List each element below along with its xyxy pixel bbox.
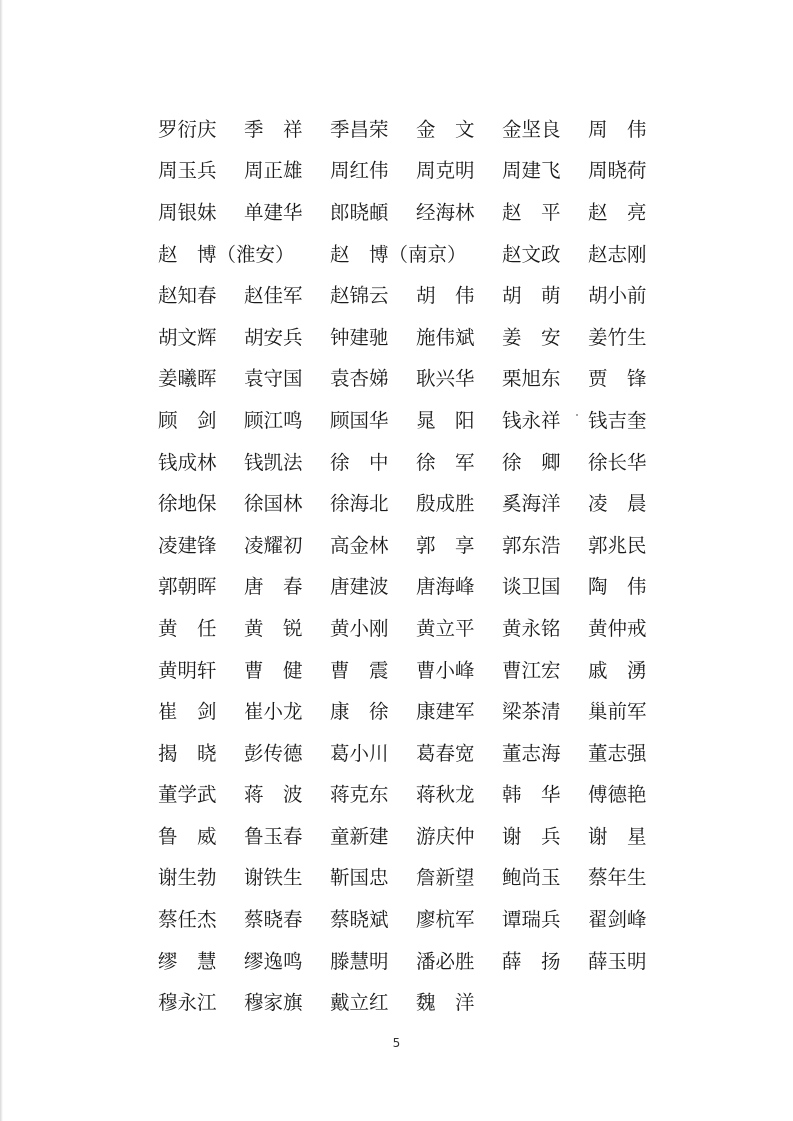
name-entry: 靳国忠 bbox=[330, 866, 389, 890]
name-entry: 黄立平 bbox=[416, 616, 475, 640]
name-entry: 罗衍庆 bbox=[158, 117, 217, 141]
name-entry: 蔡年生 bbox=[588, 866, 647, 890]
name-list bbox=[158, 107, 658, 1022]
name-entry: 曹 健 bbox=[244, 658, 303, 682]
name-entry: 周克明 bbox=[416, 159, 475, 183]
name-entry: 蔡任杰 bbox=[158, 908, 217, 932]
name-entry: 栗旭东 bbox=[502, 367, 561, 391]
name-entry: 缪逸鸣 bbox=[244, 949, 303, 973]
name-entry: 鲁玉春 bbox=[244, 824, 303, 848]
name-row bbox=[158, 440, 658, 482]
name-entry: 黄永铭 bbox=[502, 616, 561, 640]
name-entry: 廖杭军 bbox=[416, 908, 475, 932]
name-entry: 郭朝晖 bbox=[158, 575, 217, 599]
name-entry: 曹小峰 bbox=[416, 658, 475, 682]
name-entry: 董志强 bbox=[588, 741, 647, 765]
name-row bbox=[158, 731, 658, 773]
scan-speck bbox=[576, 414, 578, 416]
name-entry: 蔡晓斌 bbox=[330, 908, 389, 932]
name-entry: 魏 洋 bbox=[416, 991, 475, 1015]
name-entry: 巢前军 bbox=[588, 700, 647, 724]
name-entry: 赵 博（淮安） bbox=[158, 242, 295, 266]
name-entry: 赵锦云 bbox=[330, 284, 389, 308]
name-entry: 周红伟 bbox=[330, 159, 389, 183]
name-entry: 周 伟 bbox=[588, 117, 647, 141]
name-entry: 谢生勃 bbox=[158, 866, 217, 890]
name-entry: 陶 伟 bbox=[588, 575, 647, 599]
name-entry: 顾江鸣 bbox=[244, 408, 303, 432]
name-entry: 周晓荷 bbox=[588, 159, 647, 183]
name-entry: 胡安兵 bbox=[244, 325, 303, 349]
name-entry: 姜曦晖 bbox=[158, 367, 217, 391]
name-entry: 穆永江 bbox=[158, 991, 217, 1015]
name-entry: 谢 星 bbox=[588, 824, 647, 848]
name-entry: 晁 阳 bbox=[416, 408, 475, 432]
name-entry: 郭兆民 bbox=[588, 533, 647, 557]
name-entry: 赵佳军 bbox=[244, 284, 303, 308]
name-row bbox=[158, 939, 658, 981]
name-entry: 葛小川 bbox=[330, 741, 389, 765]
name-entry: 曹江宏 bbox=[502, 658, 561, 682]
name-entry: 蔡晓春 bbox=[244, 908, 303, 932]
name-entry: 钱吉奎 bbox=[588, 408, 647, 432]
name-entry: 金 文 bbox=[416, 117, 475, 141]
name-entry: 戴立红 bbox=[330, 991, 389, 1015]
name-entry: 韩 华 bbox=[502, 783, 561, 807]
name-entry: 鲁 威 bbox=[158, 824, 217, 848]
name-entry: 季昌荣 bbox=[330, 117, 389, 141]
name-row bbox=[158, 149, 658, 191]
name-entry: 姜竹生 bbox=[588, 325, 647, 349]
name-row bbox=[158, 814, 658, 856]
name-entry: 徐 卿 bbox=[502, 450, 561, 474]
name-entry: 董志海 bbox=[502, 741, 561, 765]
name-entry: 徐长华 bbox=[588, 450, 647, 474]
name-entry: 蒋克东 bbox=[330, 783, 389, 807]
name-entry: 金坚良 bbox=[502, 117, 561, 141]
name-entry: 黄仲戒 bbox=[588, 616, 647, 640]
name-entry: 蒋 波 bbox=[244, 783, 303, 807]
name-row bbox=[158, 398, 658, 440]
name-entry: 胡小前 bbox=[588, 284, 647, 308]
name-entry: 黄小刚 bbox=[330, 616, 389, 640]
name-entry: 薛 扬 bbox=[502, 949, 561, 973]
name-row bbox=[158, 648, 658, 690]
name-entry: 袁杏娣 bbox=[330, 367, 389, 391]
name-entry: 顾国华 bbox=[330, 408, 389, 432]
name-entry: 顾 剑 bbox=[158, 408, 217, 432]
name-entry: 胡 萌 bbox=[502, 284, 561, 308]
name-entry: 唐建波 bbox=[330, 575, 389, 599]
name-entry: 周建飞 bbox=[502, 159, 561, 183]
name-entry: 郭 享 bbox=[416, 533, 475, 557]
name-entry: 徐海北 bbox=[330, 492, 389, 516]
name-entry: 滕慧明 bbox=[330, 949, 389, 973]
name-entry: 曹 震 bbox=[330, 658, 389, 682]
name-entry: 揭 晓 bbox=[158, 741, 217, 765]
name-row bbox=[158, 273, 658, 315]
name-entry: 徐 军 bbox=[416, 450, 475, 474]
name-row bbox=[158, 980, 658, 1022]
scan-edge-shadow bbox=[0, 0, 3, 1121]
page-number: 5 bbox=[392, 1036, 401, 1050]
name-entry: 徐国林 bbox=[244, 492, 303, 516]
name-entry: 凌 晨 bbox=[588, 492, 647, 516]
name-entry: 唐 春 bbox=[244, 575, 303, 599]
name-entry: 钟建驰 bbox=[330, 325, 389, 349]
name-entry: 谢铁生 bbox=[244, 866, 303, 890]
name-entry: 崔 剑 bbox=[158, 700, 217, 724]
name-row bbox=[158, 689, 658, 731]
name-row bbox=[158, 856, 658, 898]
name-entry: 单建华 bbox=[244, 200, 303, 224]
name-entry: 葛春宽 bbox=[416, 741, 475, 765]
name-entry: 高金林 bbox=[330, 533, 389, 557]
name-entry: 凌耀初 bbox=[244, 533, 303, 557]
name-entry: 童新建 bbox=[330, 824, 389, 848]
name-entry: 黄明轩 bbox=[158, 658, 217, 682]
name-entry: 郭东浩 bbox=[502, 533, 561, 557]
name-row bbox=[158, 190, 658, 232]
name-entry: 彭传德 bbox=[244, 741, 303, 765]
name-row bbox=[158, 107, 658, 149]
name-entry: 徐 中 bbox=[330, 450, 389, 474]
name-row bbox=[158, 232, 658, 274]
name-entry: 穆家旗 bbox=[244, 991, 303, 1015]
name-entry: 戚 湧 bbox=[588, 658, 647, 682]
name-entry: 周玉兵 bbox=[158, 159, 217, 183]
name-entry: 季 祥 bbox=[244, 117, 303, 141]
name-entry: 周银妹 bbox=[158, 200, 217, 224]
name-entry: 袁守国 bbox=[244, 367, 303, 391]
name-entry: 赵文政 bbox=[502, 242, 561, 266]
name-entry: 贾 锋 bbox=[588, 367, 647, 391]
name-entry: 梁茶清 bbox=[502, 700, 561, 724]
name-entry: 鲍尚玉 bbox=[502, 866, 561, 890]
name-entry: 钱永祥 bbox=[502, 408, 561, 432]
name-entry: 奚海洋 bbox=[502, 492, 561, 516]
name-row bbox=[158, 606, 658, 648]
name-entry: 钱凯法 bbox=[244, 450, 303, 474]
name-entry: 周正雄 bbox=[244, 159, 303, 183]
name-entry: 黄 任 bbox=[158, 616, 217, 640]
name-entry: 徐地保 bbox=[158, 492, 217, 516]
name-entry: 缪 慧 bbox=[158, 949, 217, 973]
name-entry: 赵知春 bbox=[158, 284, 217, 308]
name-entry: 潘必胜 bbox=[416, 949, 475, 973]
name-entry: 唐海峰 bbox=[416, 575, 475, 599]
name-entry: 康 徐 bbox=[330, 700, 389, 724]
name-entry: 赵 亮 bbox=[588, 200, 647, 224]
name-row bbox=[158, 481, 658, 523]
name-entry: 谢 兵 bbox=[502, 824, 561, 848]
name-entry: 康建军 bbox=[416, 700, 475, 724]
name-entry: 薛玉明 bbox=[588, 949, 647, 973]
name-entry: 翟剑峰 bbox=[588, 908, 647, 932]
name-row bbox=[158, 315, 658, 357]
name-entry: 谭瑞兵 bbox=[502, 908, 561, 932]
name-entry: 殷成胜 bbox=[416, 492, 475, 516]
name-entry: 董学武 bbox=[158, 783, 217, 807]
name-entry: 胡文辉 bbox=[158, 325, 217, 349]
name-entry: 赵 平 bbox=[502, 200, 561, 224]
name-entry: 凌建锋 bbox=[158, 533, 217, 557]
name-entry: 詹新望 bbox=[416, 866, 475, 890]
name-entry: 耿兴华 bbox=[416, 367, 475, 391]
name-entry: 赵志刚 bbox=[588, 242, 647, 266]
name-entry: 施伟斌 bbox=[416, 325, 475, 349]
name-entry: 游庆仲 bbox=[416, 824, 475, 848]
name-entry: 郎晓頔 bbox=[330, 200, 389, 224]
name-entry: 姜 安 bbox=[502, 325, 561, 349]
name-entry: 胡 伟 bbox=[416, 284, 475, 308]
name-entry: 谈卫国 bbox=[502, 575, 561, 599]
name-entry: 黄 锐 bbox=[244, 616, 303, 640]
name-entry: 傅德艳 bbox=[588, 783, 647, 807]
name-entry: 钱成林 bbox=[158, 450, 217, 474]
name-row bbox=[158, 523, 658, 565]
name-entry: 赵 博（南京） bbox=[330, 242, 467, 266]
name-entry: 经海林 bbox=[416, 200, 475, 224]
name-entry: 崔小龙 bbox=[244, 700, 303, 724]
name-entry: 蒋秋龙 bbox=[416, 783, 475, 807]
name-row bbox=[158, 897, 658, 939]
name-row bbox=[158, 565, 658, 607]
name-row bbox=[158, 357, 658, 399]
name-row bbox=[158, 773, 658, 815]
